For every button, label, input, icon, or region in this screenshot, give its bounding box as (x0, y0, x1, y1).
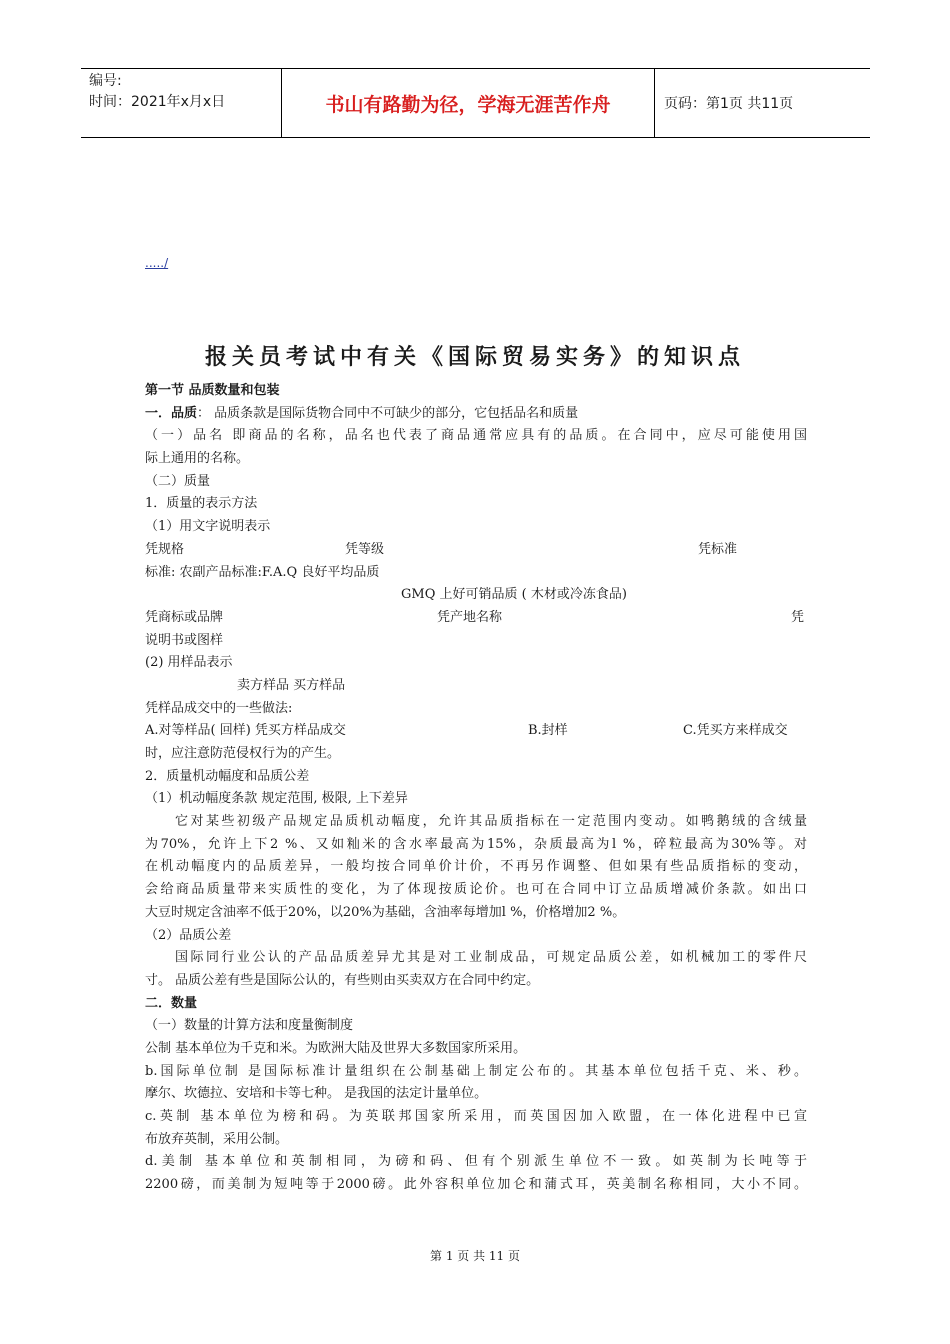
text-line: 公制 基本单位为千克和米。为欧洲大陆及世界大多数国家所采用。 (145, 1040, 527, 1056)
text-line: 寸。 品质公差有些是国际公认的，有些则由买卖双方在合同中约定。 (145, 972, 540, 988)
text-span: 凭规格 (145, 541, 185, 557)
text-line: 标准: 农副产品标准:F.A.Q 良好平均品质 (145, 564, 380, 580)
text-line: b.国际单位制 是国际标准计量组织在公制基础上制定公布的。其基本单位包括千克、米、秒。 (145, 1063, 807, 1079)
subsection-heading: 一．品质 (145, 405, 198, 421)
text-line: 凭样品成交中的一些做法: (145, 700, 293, 716)
header-page-info: 页码：第1页 共11页 (664, 96, 794, 112)
section-heading: 第一节 品质数量和包装 (145, 383, 280, 398)
text-line: 时，应注意防范侵权行为的产生。 (145, 746, 341, 761)
text-line: d.美制 基本单位和英制相同，为磅和码、但有个别派生单位不一致。如英制为长吨等于 (145, 1154, 807, 1170)
text-line: 为70%，允许上下2 %、又如籼米的含水率最高为15%，杂质最高为l %，碎粒最高为30%等。对 (145, 836, 807, 852)
header-motto: 书山有路勤为径，学海无涯苦作舟 (325, 93, 611, 116)
text-line: c.英制 基本单位为榜和码。为英联邦国家所采用，而英国因加入欧盟，在一体化进程中已宣 (145, 1109, 807, 1124)
text-line: （1）机动幅度条款 规定范围, 极限, 上下差异 (145, 791, 408, 807)
text-span: 凭商标或品牌 (145, 609, 224, 625)
text-line: （1）用文字说明表示 (145, 519, 271, 535)
text-line: 2200磅，而美制为短吨等于2000磅。此外容积单位加仑和蒲式耳，英美制名称相同，大小不同。 (145, 1177, 807, 1193)
text-line: （二）质量 (145, 473, 211, 489)
text-line: （一）品名 即商品的名称，品名也代表了商品通常应具有的品质。在合同中，应尽可能使用国 (145, 428, 807, 444)
text-line (145, 607, 807, 630)
page-title: 报关员考试中有关《国际贸易实务》的知识点 (204, 345, 745, 370)
text-line: 际上通用的名称。 (145, 451, 250, 467)
text-line: 1．质量的表示方法 (145, 496, 258, 512)
header-box (81, 68, 870, 138)
text-line (145, 539, 807, 562)
text-line (145, 403, 807, 426)
text-line: 大豆时规定含油率不低于20%，以20%为基础，含油率每增加l %，价格增加2 %。 (145, 904, 626, 920)
subsection-heading: 二．数量 (145, 995, 198, 1011)
text-line: 说明书或图样 (145, 632, 224, 648)
page-footer: 第 1 页 共 11 页 (430, 1249, 520, 1263)
header-meta (89, 71, 279, 113)
text-span: 凭等级 (345, 541, 385, 557)
text-span: 凭 (791, 609, 805, 625)
text-line: 卖方样品 买方样品 (237, 677, 346, 693)
text-line: (2) 用样品表示 (145, 655, 233, 671)
text-line (145, 720, 807, 743)
text-line: 它对某些初级产品规定品质机动幅度，允许其品质指标在一定范围内变动。如鸭鹅绒的含绒量 (175, 814, 807, 830)
top-link[interactable]: ...../ (145, 256, 169, 270)
text-span: 凭产地名称 (437, 609, 503, 625)
text-line: 2．质量机动幅度和品质公差 (145, 768, 310, 784)
code-label: 编号: (89, 73, 122, 89)
text-line: 会给商品质量带来实质性的变化，为了体现按质论价。也可在合同中订立品质增减价条款。如出口 (145, 882, 807, 898)
text-span: A.对等样品( 回样) 凭买方样品成交 (145, 723, 346, 739)
document-body (145, 380, 807, 1197)
text-line: （2）品质公差 (145, 927, 232, 943)
text-line: 在机动幅度内的品质差异，一般均按合同单价计价，不再另作调整、但如果有些品质指标的变动， (145, 859, 807, 875)
text-span: 凭标准 (698, 541, 738, 557)
text-line: 布放弃英制，采用公制。 (145, 1131, 289, 1147)
text-line: 国际同行业公认的产品品质差异尤其是对工业制成品，可规定品质公差，如机械加工的零件尺 (175, 950, 807, 966)
text-line: 摩尔、坎德拉、安培和卡等七种。 是我国的法定计量单位。 (145, 1086, 488, 1102)
time-label: 时间：2021年x月x日 (89, 94, 226, 110)
text-span: C.凭买方来样成交 (683, 723, 788, 739)
text-line: （一）数量的计算方法和度量衡制度 (145, 1018, 354, 1034)
text-span: ： 品质条款是国际货物合同中不可缺少的部分，它包括品名和质量 (197, 405, 579, 421)
header-divider (654, 69, 655, 137)
text-line: GMQ 上好可销品质 ( 木材或冷冻食品) (401, 587, 627, 603)
text-span: B.封样 (528, 723, 568, 739)
